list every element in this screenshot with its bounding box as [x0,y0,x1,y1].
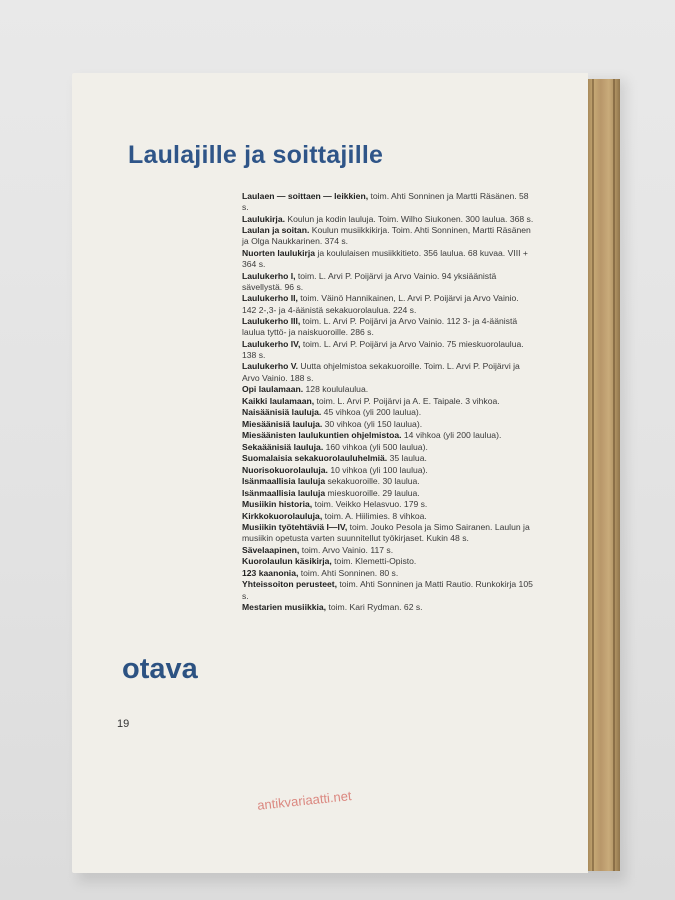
book-entry [242,225,534,247]
book-entry [242,419,534,430]
book-details: mieskuoroille. 29 laulua. [325,487,420,498]
book-details: sekakuoroille. 30 laulua. [325,476,420,487]
book-entry [242,442,534,453]
book [72,73,620,873]
book-entry [242,488,534,499]
book-details: toim. Arvo Vainio. 117 s. [299,544,394,555]
book-title: Laulukerho IV, [242,338,301,349]
book-entry [242,214,534,225]
publisher-logo: otava [122,653,198,685]
book-details: toim. Ahti Sonninen ja Martti Räsänen. 58 s. [242,191,529,213]
book-title: Naisäänisiä lauluja. [242,407,322,418]
book-list [242,191,534,614]
book-details: toim. L. Arvi P. Poijärvi ja Arvo Vainio. 112 3- ja 4-äänistä laulua tyttö- ja naiskuoroille. 286 s. [242,316,518,338]
book-title: Laulukerho II, [242,293,298,304]
book-title: Kirkkokuorolauluja, [242,510,323,521]
book-details: toim. Ahti Sonninen. 80 s. [298,567,399,578]
book-details: 14 vihkoa (yli 200 laulua). [401,430,502,441]
book-details: Koulun ja kodin lauluja. Toim. Wilho Siukonen. 300 laulua. 368 s. [284,213,534,224]
book-entry [242,556,534,567]
book-entry [242,361,534,383]
book-details: 160 vihkoa (yli 500 laulua). [323,441,428,452]
book-title: Isänmaallisia lauluja [242,476,326,487]
book-details: toim. Väinö Hannikainen, L. Arvi P. Poijärvi ja Arvo Vainio. 142 2-,3- ja 4-äänistä sekakuorolaulua. 224 s. [242,293,519,315]
book-entry [242,568,534,579]
book-title: Laulukerho V. [242,361,299,372]
book-details: 45 vihkoa (yli 200 laulua). [321,407,422,418]
book-entry [242,271,534,293]
book-title: Isänmaallisia lauluja [242,487,326,498]
watermark: antikvariaatti.net [256,788,353,813]
book-title: Mestarien musiikkia, [242,602,327,613]
cover-heading: Laulajille ja soittajille [128,141,384,169]
book-entry [242,545,534,556]
catalog-number: 19 [117,718,130,730]
book-entry [242,191,534,213]
book-entry [242,384,534,395]
book-title: Opi laulamaan. [242,384,304,395]
book-entry [242,396,534,407]
book-entry [242,579,534,601]
book-entry [242,407,534,418]
book-details: 10 vihkoa (yli 100 laulua). [327,464,428,475]
book-details: 128 koululaulua. [303,384,369,395]
book-entry [242,248,534,270]
book-entry [242,430,534,441]
book-details: toim. L. Arvi P. Poijärvi ja A. E. Taipale. 3 vihkoa. [314,395,500,406]
book-entry [242,293,534,315]
book-entry [242,453,534,464]
book-title: Sävelaapinen, [242,544,300,555]
book-title: Sekaäänisiä lauluja. [242,441,324,452]
book-details: toim. Veikko Helasvuo. 179 s. [312,499,428,510]
book-details: ja koululaisen musiikkitieto. 356 laulua. 68 kuvaa. VIII + 364 s. [242,247,528,270]
book-details: toim. Klemetti-Opisto. [331,556,417,567]
book-spine [588,79,620,871]
book-title: Nuorisokuorolauluja. [242,464,328,475]
book-entry [242,522,534,544]
back-cover [72,73,588,873]
book-details: toim. Jouko Pesola ja Simo Sairanen. Laulun ja musiikin opetusta varten suunnitellut työkirjaset. Kukin 48 s. [242,522,530,544]
book-entry [242,602,534,613]
book-title: Musiikin työtehtäviä I—IV, [242,522,348,533]
book-title: Kuorolaulun käsikirja, [242,556,332,567]
book-entry [242,499,534,510]
book-title: Suomalaisia sekakuorolauluhelmiä. [242,453,388,464]
book-details: Uutta ohjelmistoa sekakuoroille. Toim. L. Arvi P. Poijärvi ja Arvo Vainio. 188 s. [242,361,520,383]
book-title: Miesäänisten laulukuntien ohjelmistoa. [242,430,402,441]
book-title: Nuorten laulukirja [242,247,316,258]
book-title: Laulukirja. [242,213,285,224]
book-details: Koulun musiikkikirja. Toim. Ahti Sonninen, Martti Räsänen ja Olga Naukkarinen. 374 s. [242,225,531,247]
book-title: Laulukerho III, [242,316,301,327]
book-details: toim. Ahti Sonninen ja Matti Rautio. Runkokirja 105 s. [242,579,533,601]
book-title: Laulan ja soitan. [242,225,310,236]
book-details: 30 vihkoa (yli 150 laulua). [322,418,423,429]
book-details: toim. Kari Rydman. 62 s. [326,602,423,613]
book-entry [242,465,534,476]
book-title: Laulukerho I, [242,270,296,281]
book-title: 123 kaanonia, [242,567,299,578]
book-entry [242,339,534,361]
book-entry [242,511,534,522]
book-details: toim. L. Arvi P. Poijärvi ja Arvo Vainio. 75 mieskuorolaulua. 138 s. [242,338,524,360]
book-title: Kaikki laulamaan, [242,395,315,406]
book-title: Laulaen — soittaen — leikkien, [242,191,369,201]
book-title: Yhteissoiton perusteet, [242,579,338,590]
book-title: Miesäänisiä lauluja. [242,418,323,429]
book-details: toim. A. Hiilimies. 8 vihkoa. [322,510,427,521]
book-title: Musiikin historia, [242,499,313,510]
book-details: toim. L. Arvi P. Poijärvi ja Arvo Vainio. 94 yksiäänistä sävellystä. 96 s. [242,270,497,292]
book-details: 35 laulua. [387,453,427,464]
book-entry [242,476,534,487]
book-entry [242,316,534,338]
